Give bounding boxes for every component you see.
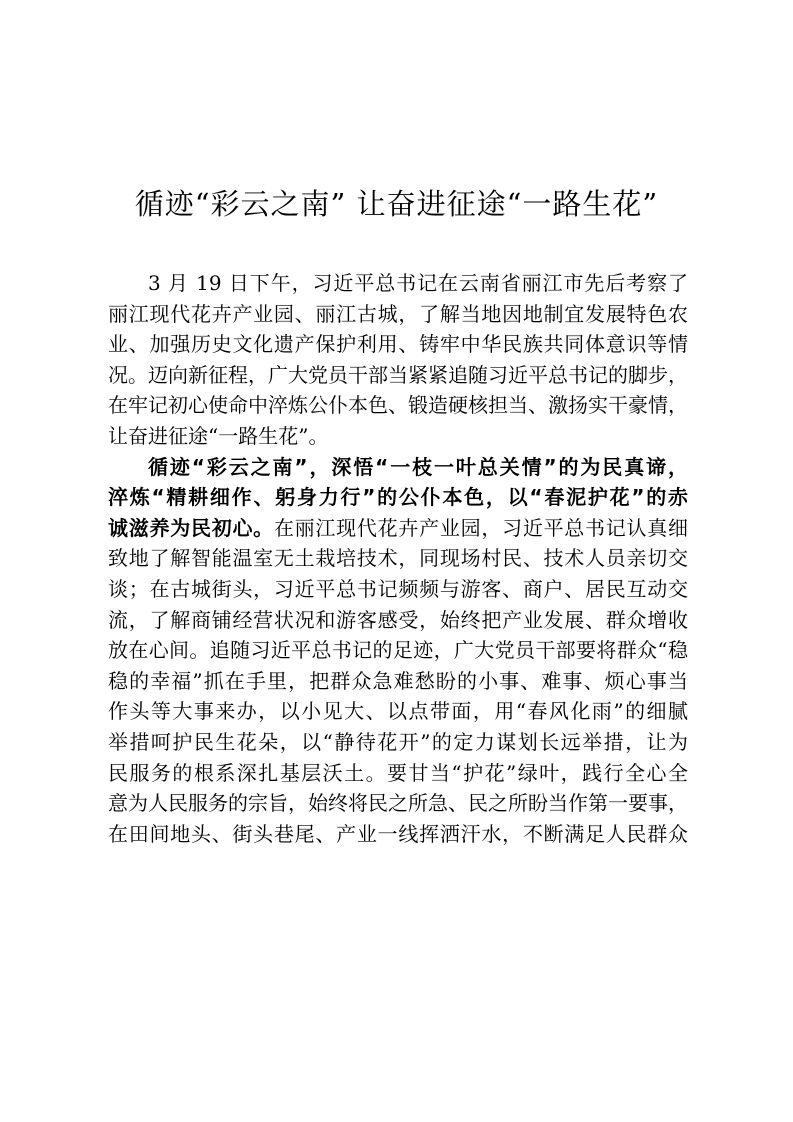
paragraph-2-line-2: 淬炼“精耕细作、躬身力行”的公仆本色，以“春泥护花”的赤 xyxy=(108,485,688,510)
paragraph-2-line-7: 放在心间。追随习近平总书记的足迹，广大党员干部要将群众“稳 xyxy=(108,638,688,663)
paragraph-2-line-11: 民服务的根系深扎基层沃土。要甘当“护花”绿叶，践行全心全 xyxy=(108,760,688,785)
paragraph-2-line-13: 在田间地头、街头巷尾、产业一线挥洒汗水，不断满足人民群众 xyxy=(108,821,688,846)
paragraph-2-line-10: 举措呵护民生花朵，以“静待花开”的定力谋划长远举措，让为 xyxy=(108,729,688,754)
paragraph-2-line-8: 稳的幸福”抓在手里，把群众急难愁盼的小事、难事、烦心事当 xyxy=(108,668,688,693)
paragraph-1-line-5: 在牢记初心使命中淬炼公仆本色、锻造硬核担当、激扬实干豪情， xyxy=(108,393,688,418)
paragraph-2-line-12: 意为人民服务的宗旨，始终将民之所急、民之所盼当作第一要事， xyxy=(108,791,688,816)
paragraph-1-line-6: 让奋进征途“一路生花”。 xyxy=(108,423,329,448)
paragraph-1-line-3: 业、加强历史文化遗产保护利用、铸牢中华民族共同体意识等情 xyxy=(108,332,688,357)
paragraph-1-line-2: 丽江现代花卉产业园、丽江古城，了解当地因地制宜发展特色农 xyxy=(108,301,688,326)
document-body xyxy=(108,268,688,849)
paragraph-2-line-4: 致地了解智能温室无土栽培技术，同现场村民、技术人员亲切交 xyxy=(108,546,688,571)
paragraph-2-line-6: 流，了解商铺经营状况和游客感受，始终把产业发展、群众增收 xyxy=(108,607,688,632)
paragraph-2-line-5: 谈；在古城街头，习近平总书记频频与游客、商户、居民互动交 xyxy=(108,576,688,601)
paragraph-2-line-9: 作头等大事来办，以小见大、以点带面，用“春风化雨”的细腻 xyxy=(108,699,688,724)
paragraph-2-line-3-rest: 在丽江现代花卉产业园，习近平总书记认真细 xyxy=(273,515,689,540)
document-title: 循迹“彩云之南” 让奋进征途“一路生花” xyxy=(134,187,659,221)
paragraph-2-line-1: 循迹“彩云之南”，深悟“一枝一叶总关情”的为民真谛， xyxy=(148,454,688,479)
paragraph-2-line-3 xyxy=(108,513,688,544)
paragraph-2-line-3-bold: 诚滋养为民初心。 xyxy=(108,515,274,540)
paragraph-1-line-4: 况。迈向新征程，广大党员干部当紧紧追随习近平总书记的脚步， xyxy=(108,362,688,387)
paragraph-1-line-1: 3 月 19 日下午，习近平总书记在云南省丽江市先后考察了 xyxy=(148,271,688,295)
